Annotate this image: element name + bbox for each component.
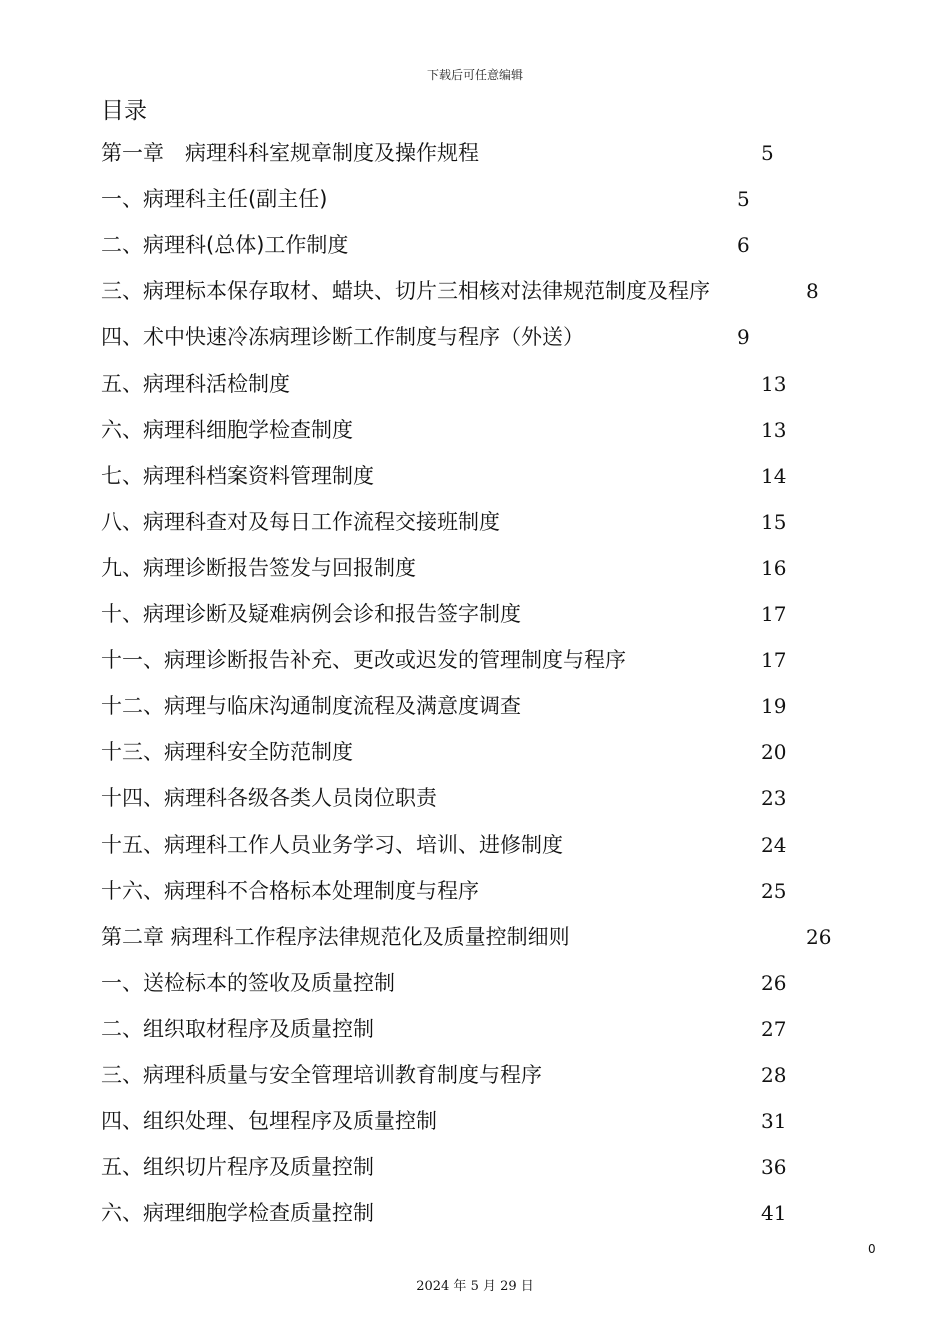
toc-entry-page: 9 — [737, 325, 750, 350]
toc-entry-label: 二、组织取材程序及质量控制 — [101, 1016, 374, 1041]
toc-entry-label: 五、组织切片程序及质量控制 — [101, 1155, 374, 1180]
toc-entry-page: 6 — [737, 233, 750, 258]
toc-entry-label: 十、病理诊断及疑难病例会诊和报告签字制度 — [101, 602, 521, 626]
toc-entry[interactable] — [101, 1014, 861, 1044]
toc-entry[interactable] — [101, 922, 861, 952]
toc-entry[interactable] — [101, 369, 861, 399]
toc-entry-page: 8 — [806, 279, 819, 304]
toc-entry-page: 25 — [761, 878, 787, 903]
toc-entry[interactable] — [101, 1198, 861, 1228]
toc-entry-page: 13 — [761, 371, 787, 396]
toc-entry-page: 17 — [761, 648, 787, 673]
toc-entry-page: 13 — [761, 417, 787, 442]
toc-entry[interactable] — [101, 1060, 861, 1090]
toc-entry-label: 一、病理科主任(副主任) — [101, 187, 328, 212]
toc-entry-label: 十四、病理科各级各类人员岗位职责 — [101, 786, 437, 811]
toc-entry[interactable] — [101, 553, 861, 583]
toc-entry[interactable] — [101, 876, 861, 906]
toc-entry-label: 第二章 病理科工作程序法律规范化及质量控制细则 — [101, 924, 570, 949]
toc-entry-label: 十二、病理与临床沟通制度流程及满意度调查 — [101, 694, 521, 719]
toc-entry[interactable] — [101, 322, 861, 352]
toc-entry[interactable] — [101, 415, 861, 445]
toc-entry-page: 14 — [761, 463, 787, 488]
toc-entry[interactable] — [101, 691, 861, 721]
toc-entry-page: 16 — [761, 555, 787, 580]
toc-entry-label: 第一章 病理科科室规章制度及操作规程 — [101, 141, 479, 165]
toc-entry-page: 20 — [761, 740, 787, 765]
toc-entry-page: 26 — [806, 924, 832, 949]
toc-title: 目录 — [101, 98, 147, 124]
toc-entry-page: 15 — [761, 509, 787, 534]
toc-entry-page: 26 — [761, 970, 787, 995]
toc-entry-label: 八、病理科查对及每日工作流程交接班制度 — [101, 509, 500, 534]
toc-entry-label: 三、病理标本保存取材、蜡块、切片三相核对法律规范制度及程序 — [101, 279, 710, 304]
toc-entry-page: 5 — [737, 187, 750, 212]
toc-entry-page: 27 — [761, 1016, 787, 1041]
toc-entry[interactable] — [101, 783, 861, 813]
toc-entry-page: 31 — [761, 1109, 787, 1134]
toc-entry[interactable] — [101, 184, 861, 214]
toc-entry-label: 七、病理科档案资料管理制度 — [101, 463, 374, 488]
toc-entry-page: 17 — [761, 602, 787, 626]
toc-entry[interactable] — [101, 461, 861, 491]
toc-entry-page: 24 — [761, 832, 787, 857]
toc-entry-label: 二、病理科(总体)工作制度 — [101, 233, 349, 258]
toc-entry[interactable] — [101, 968, 861, 998]
toc-entry-page: 5 — [761, 141, 774, 165]
toc-entry-label: 十一、病理诊断报告补充、更改或迟发的管理制度与程序 — [101, 648, 626, 673]
toc-entry-label: 四、组织处理、包埋程序及质量控制 — [101, 1109, 437, 1134]
toc-entry[interactable] — [101, 737, 861, 767]
toc-entry-label: 十三、病理科安全防范制度 — [101, 740, 353, 765]
toc-entry[interactable] — [101, 645, 861, 675]
toc-entry[interactable] — [101, 1152, 861, 1182]
toc-entry[interactable] — [101, 230, 861, 260]
toc-entry[interactable] — [101, 276, 861, 306]
toc-entry-page: 41 — [761, 1201, 787, 1226]
header-note: 下载后可任意编辑 — [426, 68, 523, 82]
toc-entry-label: 三、病理科质量与安全管理培训教育制度与程序 — [101, 1063, 542, 1087]
toc-entry[interactable] — [101, 599, 861, 629]
toc-entry-page: 19 — [761, 694, 787, 719]
toc-entry[interactable] — [101, 830, 861, 860]
toc-entry-page: 23 — [761, 786, 787, 811]
toc-entry-label: 十六、病理科不合格标本处理制度与程序 — [101, 878, 479, 903]
toc-entry-label: 九、病理诊断报告签发与回报制度 — [101, 555, 416, 580]
toc-entry[interactable] — [101, 138, 861, 168]
toc-entry-page: 28 — [761, 1063, 787, 1087]
footer-date: 2024 年 5 月 29 日 — [416, 1279, 534, 1294]
toc-entry-label: 一、送检标本的签收及质量控制 — [101, 970, 395, 995]
toc-entry[interactable] — [101, 1106, 861, 1136]
toc-entry-label: 五、病理科活检制度 — [101, 371, 290, 396]
toc-entry-label: 十五、病理科工作人员业务学习、培训、进修制度 — [101, 832, 563, 857]
toc-entry-page: 36 — [761, 1155, 787, 1180]
page-number: 0 — [868, 1242, 876, 1256]
toc-entry-label: 四、术中快速冷冻病理诊断工作制度与程序（外送） — [101, 325, 584, 350]
toc-entry-label: 六、病理细胞学检查质量控制 — [101, 1201, 374, 1226]
toc-entry[interactable] — [101, 507, 861, 537]
toc-entry-label: 六、病理科细胞学检查制度 — [101, 417, 353, 442]
